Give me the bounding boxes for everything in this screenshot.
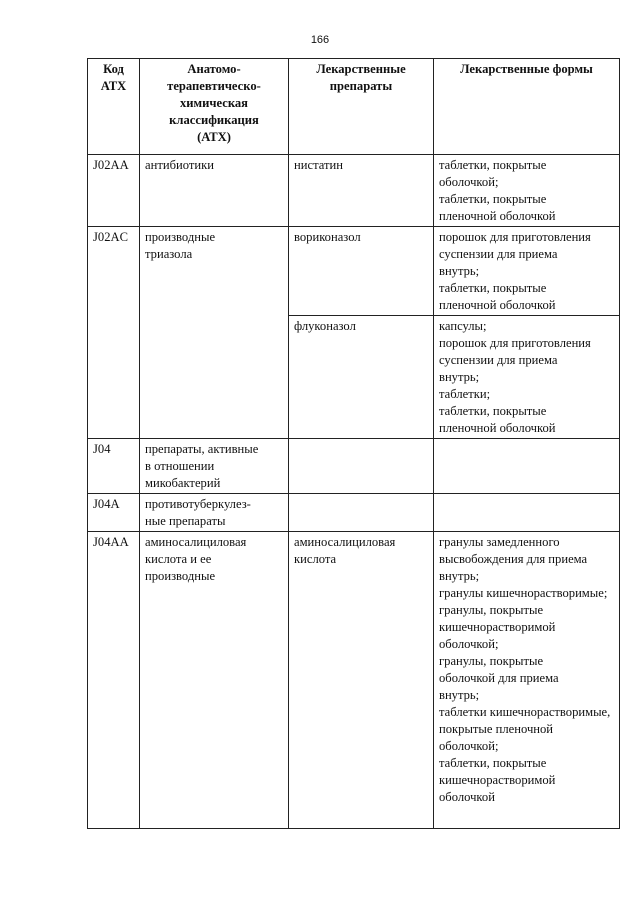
cell-forms-empty xyxy=(434,494,620,532)
cell-text: вориконазол xyxy=(294,230,361,244)
header-classification xyxy=(140,59,289,155)
cell-drug-empty xyxy=(289,494,434,532)
cell-text: таблетки кишечнорастворимые, покрытые пленочной xyxy=(439,705,611,736)
cell-text: J04A xyxy=(93,497,120,511)
cell-code xyxy=(88,494,140,532)
cell-text: J04 xyxy=(93,442,111,456)
cell-text: производные xyxy=(145,569,216,583)
header-text: (АТХ) xyxy=(197,130,231,144)
cell-code xyxy=(88,439,140,494)
cell-text: пленочной оболочкой xyxy=(439,298,556,312)
header-code xyxy=(88,59,140,155)
cell-text: гранулы, покрытые xyxy=(439,603,544,617)
table-row xyxy=(88,227,620,316)
cell-text: в отношении xyxy=(145,459,215,473)
cell-text: таблетки, покрытые xyxy=(439,756,547,770)
header-text: Лекарственные xyxy=(316,62,406,76)
cell-text: пленочной оболочкой xyxy=(439,421,556,435)
cell-text: суспензии для приема xyxy=(439,247,558,261)
cell-text: гранулы замедленного xyxy=(439,535,560,549)
cell-text: гранулы, покрытые xyxy=(439,654,544,668)
cell-text: нистатин xyxy=(294,158,343,172)
header-text: Анатомо- xyxy=(187,62,241,76)
cell-forms xyxy=(434,316,620,439)
table-row xyxy=(88,155,620,227)
cell-classification xyxy=(140,227,289,439)
cell-text: оболочкой xyxy=(439,790,495,804)
cell-text: гранулы кишечнорастворимые; xyxy=(439,586,608,600)
table-row xyxy=(88,532,620,829)
cell-text: аминосалициловая xyxy=(145,535,247,549)
header-text: АТХ xyxy=(100,79,127,93)
cell-text: внутрь; xyxy=(439,370,480,384)
header-text: терапевтическо- xyxy=(167,79,261,93)
cell-text: капсулы; xyxy=(439,319,487,333)
cell-forms-empty xyxy=(434,439,620,494)
cell-text: производные xyxy=(145,230,216,244)
header-text: Код xyxy=(103,62,124,76)
cell-text: антибиотики xyxy=(145,158,214,172)
cell-forms xyxy=(434,227,620,316)
page-number: 166 xyxy=(310,34,330,46)
cell-text: J02AC xyxy=(93,230,128,244)
cell-text: порошок для приготовления xyxy=(439,336,591,350)
table-row xyxy=(88,494,620,532)
header-text: препараты xyxy=(329,79,393,93)
cell-classification xyxy=(140,494,289,532)
atc-table xyxy=(87,58,620,829)
cell-text: внутрь; xyxy=(439,569,480,583)
header-text: классификация xyxy=(169,113,259,127)
cell-text: препараты, активные xyxy=(145,442,259,456)
cell-text: оболочкой; xyxy=(439,175,499,189)
cell-code xyxy=(88,155,140,227)
cell-drug xyxy=(289,155,434,227)
cell-text: таблетки, покрытые xyxy=(439,281,547,295)
header-forms xyxy=(434,59,620,155)
cell-text: таблетки; xyxy=(439,387,491,401)
cell-text: внутрь; xyxy=(439,688,480,702)
cell-text: оболочкой; xyxy=(439,637,499,651)
cell-text: J02AA xyxy=(93,158,129,172)
cell-drug xyxy=(289,316,434,439)
cell-text: оболочкой для приема xyxy=(439,671,559,685)
cell-classification xyxy=(140,532,289,829)
cell-text: кислота xyxy=(294,552,337,566)
cell-classification xyxy=(140,439,289,494)
cell-text: порошок для приготовления xyxy=(439,230,591,244)
cell-text: ные препараты xyxy=(145,514,226,528)
cell-code xyxy=(88,532,140,829)
cell-drug xyxy=(289,532,434,829)
cell-text: кислота и ее xyxy=(145,552,212,566)
cell-text: суспензии для приема xyxy=(439,353,558,367)
cell-text: аминосалициловая xyxy=(294,535,396,549)
cell-text: флуконазол xyxy=(294,319,356,333)
header-drugs xyxy=(289,59,434,155)
cell-text: триазола xyxy=(145,247,193,261)
cell-text: оболочкой; xyxy=(439,739,499,753)
cell-code xyxy=(88,227,140,439)
header-text: химическая xyxy=(180,96,248,110)
cell-text: микобактерий xyxy=(145,476,221,490)
cell-text: J04AA xyxy=(93,535,129,549)
cell-drug-empty xyxy=(289,439,434,494)
cell-text: внутрь; xyxy=(439,264,480,278)
header-text: Лекарственные формы xyxy=(460,62,593,76)
table-row xyxy=(88,439,620,494)
cell-text: противотуберкулез- xyxy=(145,497,251,511)
cell-text: таблетки, покрытые xyxy=(439,158,547,172)
cell-classification xyxy=(140,155,289,227)
cell-text: таблетки, покрытые xyxy=(439,404,547,418)
cell-forms xyxy=(434,155,620,227)
cell-text: кишечнорастворимой xyxy=(439,620,556,634)
cell-text: таблетки, покрытые xyxy=(439,192,547,206)
cell-text: кишечнорастворимой xyxy=(439,773,556,787)
cell-drug xyxy=(289,227,434,316)
cell-text: пленочной оболочкой xyxy=(439,209,556,223)
cell-text: высвобождения для приема xyxy=(439,552,588,566)
cell-forms xyxy=(434,532,620,829)
table-header-row xyxy=(88,59,620,155)
